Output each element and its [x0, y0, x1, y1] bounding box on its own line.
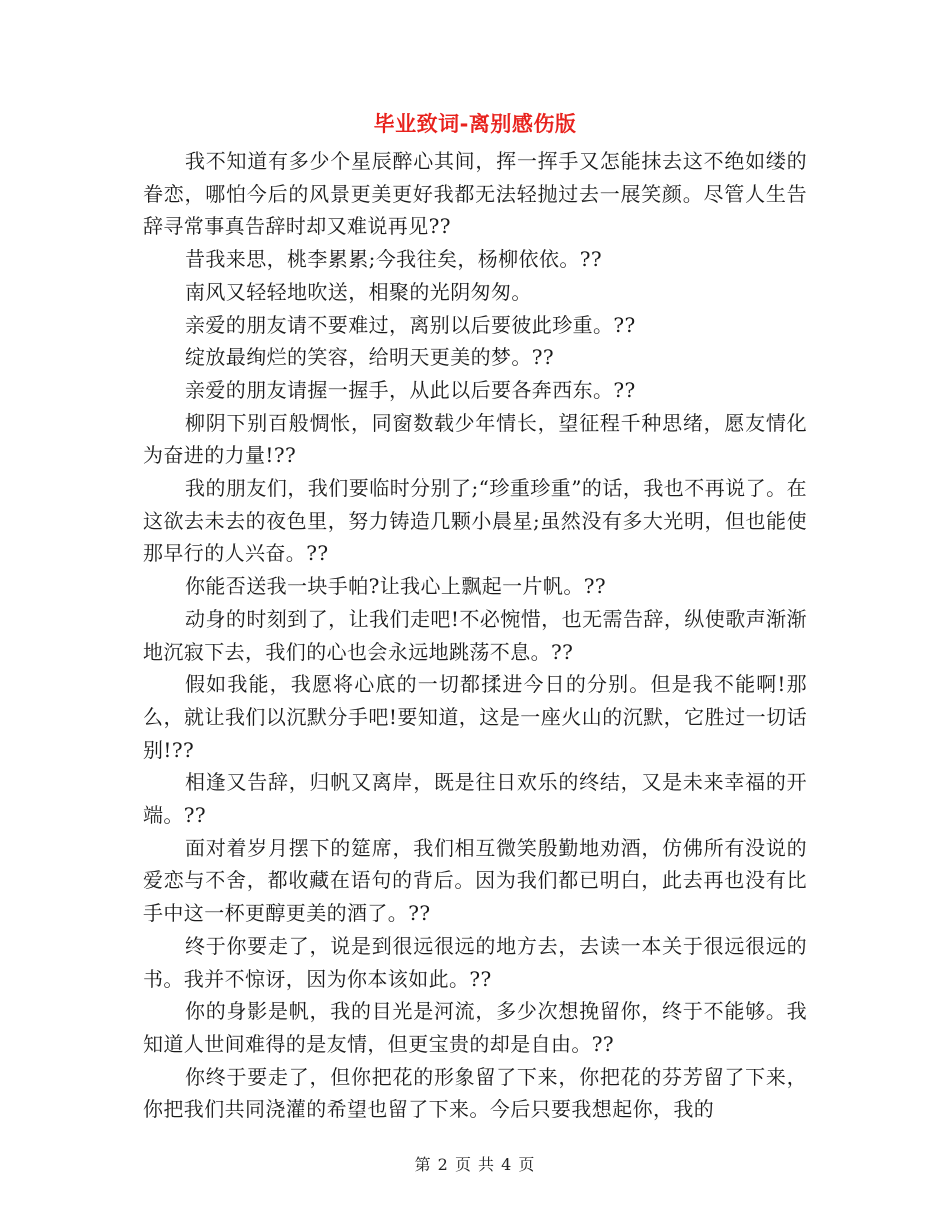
paragraph: 南风又轻轻地吹送，相聚的光阴匆匆。 — [185, 279, 532, 304]
page-title: 毕业致词-离别感伤版 — [373, 112, 577, 136]
paragraph: 假如我能，我愿将心底的一切都揉进今日的分别。但是我不能啊!那么，就让我们以沉默分手吧!要知道，这是一座火山的沉默，它胜过一切话别!?? — [143, 672, 807, 762]
paragraph: 亲爱的朋友请握一握手，从此以后要各奔西东。?? — [185, 377, 636, 402]
document-body — [143, 145, 807, 1126]
paragraph: 亲爱的朋友请不要难过，离别以后要彼此珍重。?? — [185, 312, 636, 337]
paragraph: 柳阴下别百般惆怅，同窗数载少年情长，望征程千种思绪，愿友情化为奋进的力量!?? — [143, 410, 807, 468]
paragraph: 绽放最绚烂的笑容，给明天更美的梦。?? — [185, 345, 555, 370]
paragraph: 你能否送我一块手帕?让我心上飘起一片帆。?? — [185, 574, 606, 599]
paragraph: 动身的时刻到了，让我们走吧!不必惋惜，也无需告辞，纵使歌声渐渐地沉寂下去，我们的心也会永远地跳荡不息。?? — [143, 606, 807, 664]
paragraph: 我的朋友们，我们要临时分别了;“珍重珍重”的话，我也不再说了。在这欲去未去的夜色里，努力铸造几颗小晨星;虽然没有多大光明，但也能使那早行的人兴奋。?? — [143, 476, 807, 566]
paragraph: 相逢又告辞，归帆又离岸，既是往日欢乐的终结，又是未来幸福的开端。?? — [143, 770, 807, 828]
paragraph: 你终于要走了，但你把花的形象留了下来，你把花的芬芳留了下来，你把我们共同浇灌的希望也留了下来。今后只要我想起你，我的 — [143, 1064, 807, 1122]
paragraph: 我不知道有多少个星辰醉心其间，挥一挥手又怎能抹去这不绝如缕的眷恋，哪怕今后的风景更美更好我都无法轻抛过去一展笑颜。尽管人生告辞寻常事真告辞时却又难说再见?? — [143, 149, 807, 239]
paragraph: 面对着岁月摆下的筵席，我们相互微笑殷勤地劝酒，仿佛所有没说的爱恋与不舍，都收藏在语句的背后。因为我们都已明白，此去再也没有比手中这一杯更醇更美的酒了。?? — [143, 835, 807, 926]
paragraph: 终于你要走了，说是到很远很远的地方去，去读一本关于很远很远的书。我并不惊讶，因为你本该如此。?? — [143, 933, 807, 991]
paragraph: 你的身影是帆，我的目光是河流，多少次想挽留你，终于不能够。我知道人世间难得的是友情，但更宝贵的却是自由。?? — [143, 999, 807, 1056]
paragraph: 昔我来思，桃李累累;今我往矣，杨柳依依。?? — [185, 247, 602, 272]
page-number-footer: 第 2 页 共 4 页 — [414, 1155, 536, 1174]
